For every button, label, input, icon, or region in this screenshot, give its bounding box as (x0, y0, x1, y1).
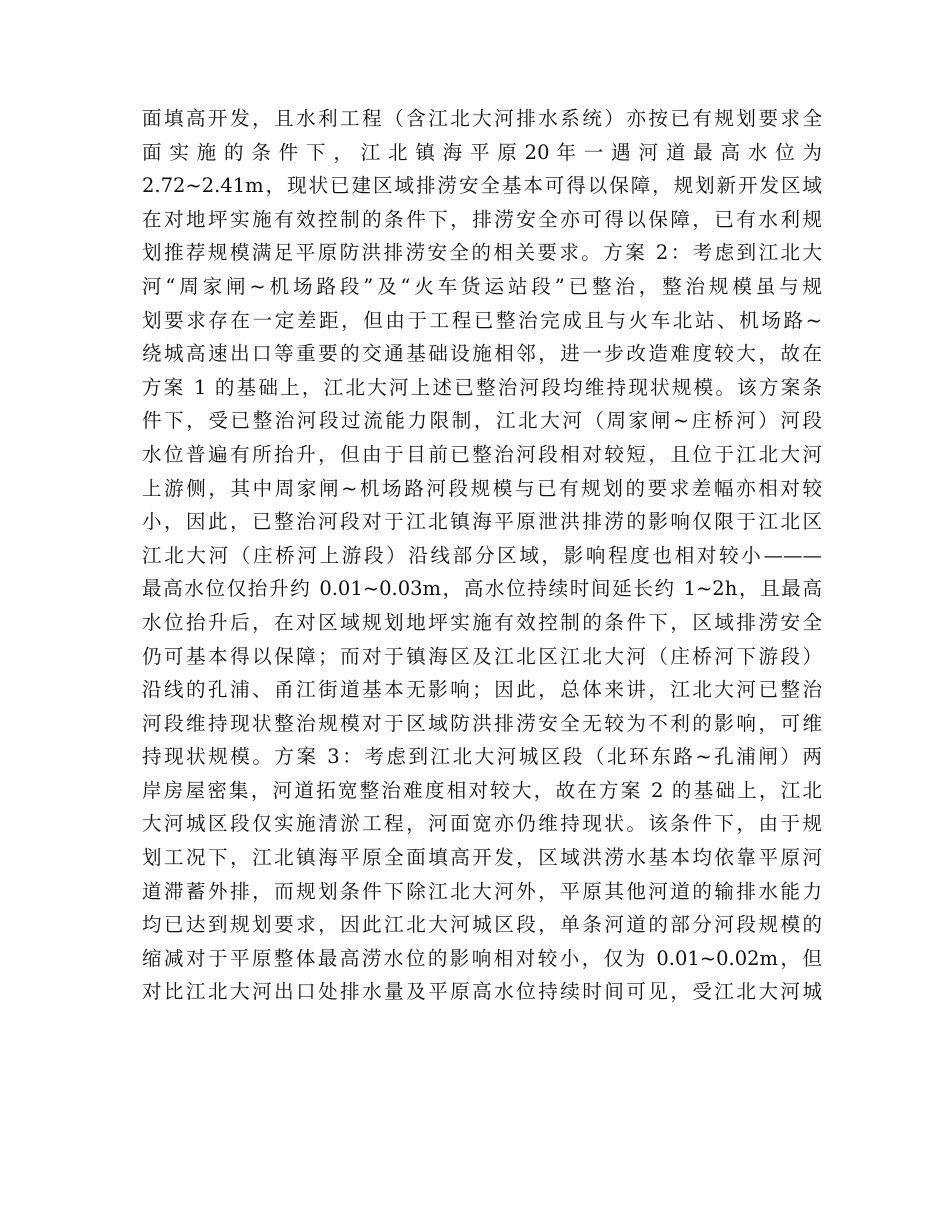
text-line: 岸房屋密集，河道拓宽整治难度相对较大，故在方案 2 的基础上，江北 (142, 778, 822, 802)
text-line: 上游侧，其中周家闸~机场路河段规模与已有规划的要求差幅亦相对较 (142, 476, 822, 500)
text-line: 水位普遍有所抬升，但由于目前已整治河段相对较短，且位于江北大河 (142, 442, 822, 466)
text-line: 方案 1 的基础上，江北大河上述已整治河段均维持现状规模。该方案条 (142, 375, 822, 399)
text-line: 河段维持现状整治规模对于区域防洪排涝安全无较为不利的影响，可维 (142, 711, 822, 735)
text-line: 均已达到规划要求，因此江北大河城区段，单条河道的部分河段规模的 (142, 913, 822, 937)
text-line: 面 实 施 的 条 件 下 ， 江 北 镇 海 平 原 20 年 一 遇 河 道 最 高 水 位 为 (142, 140, 822, 164)
text-line: 持现状规模。方案 3：考虑到江北大河城区段（北环东路~孔浦闸）两 (142, 745, 822, 769)
text-line: 江北大河（庄桥河上游段）沿线部分区域，影响程度也相对较小——— (142, 543, 822, 567)
text-line: 划要求存在一定差距，但由于工程已整治完成且与火车北站、机场路~ (142, 308, 822, 332)
text-line: 件下，受已整治河段过流能力限制，江北大河（周家闸~庄桥河）河段 (142, 409, 822, 433)
text-line: 沿线的孔浦、甬江街道基本无影响；因此，总体来讲，江北大河已整治 (142, 678, 822, 702)
text-line: 面填高开发，且水利工程（含江北大河排水系统）亦按已有规划要求全 (142, 107, 822, 130)
text-line: 2.72~2.41m，现状已建区域排涝安全基本可得以保障，规划新开发区域 (142, 174, 822, 198)
text-line: 小，因此，已整治河段对于江北镇海平原泄洪排涝的影响仅限于江北区 (142, 510, 822, 534)
text-line: 水位抬升后，在对区域规划地坪实施有效控制的条件下，区域排涝安全 (142, 610, 822, 634)
text-line: 河“周家闸~机场路段”及“火车货运站段”已整治，整治规模虽与规 (142, 274, 822, 298)
text-line: 大河城区段仅实施清淤工程，河面宽亦仍维持现状。该条件下，由于规 (142, 812, 822, 836)
text-line: 缩减对于平原整体最高涝水位的影响相对较小，仅为 0.01~0.02m，但 (142, 946, 822, 970)
text-line: 最高水位仅抬升约 0.01~0.03m，高水位持续时间延长约 1~2h，且最高 (142, 577, 822, 601)
text-line: 仍可基本得以保障；而对于镇海区及江北区江北大河（庄桥河下游段） (142, 644, 822, 668)
body-paragraph (142, 102, 822, 1009)
text-line: 在对地坪实施有效控制的条件下，排涝安全亦可得以保障，已有水利规 (142, 207, 822, 231)
text-line: 对比江北大河出口处排水量及平原高水位持续时间可见，受江北大河城 (142, 980, 822, 1004)
text-line: 道滞蓄外排，而规划条件下除江北大河外，平原其他河道的输排水能力 (142, 879, 822, 903)
text-line: 绕城高速出口等重要的交通基础设施相邻，进一步改造难度较大，故在 (142, 342, 822, 366)
text-line: 划推荐规模满足平原防洪排涝安全的相关要求。方案 2：考虑到江北大 (142, 241, 822, 265)
text-line: 划工况下，江北镇海平原全面填高开发，区域洪涝水基本均依靠平原河 (142, 846, 822, 870)
